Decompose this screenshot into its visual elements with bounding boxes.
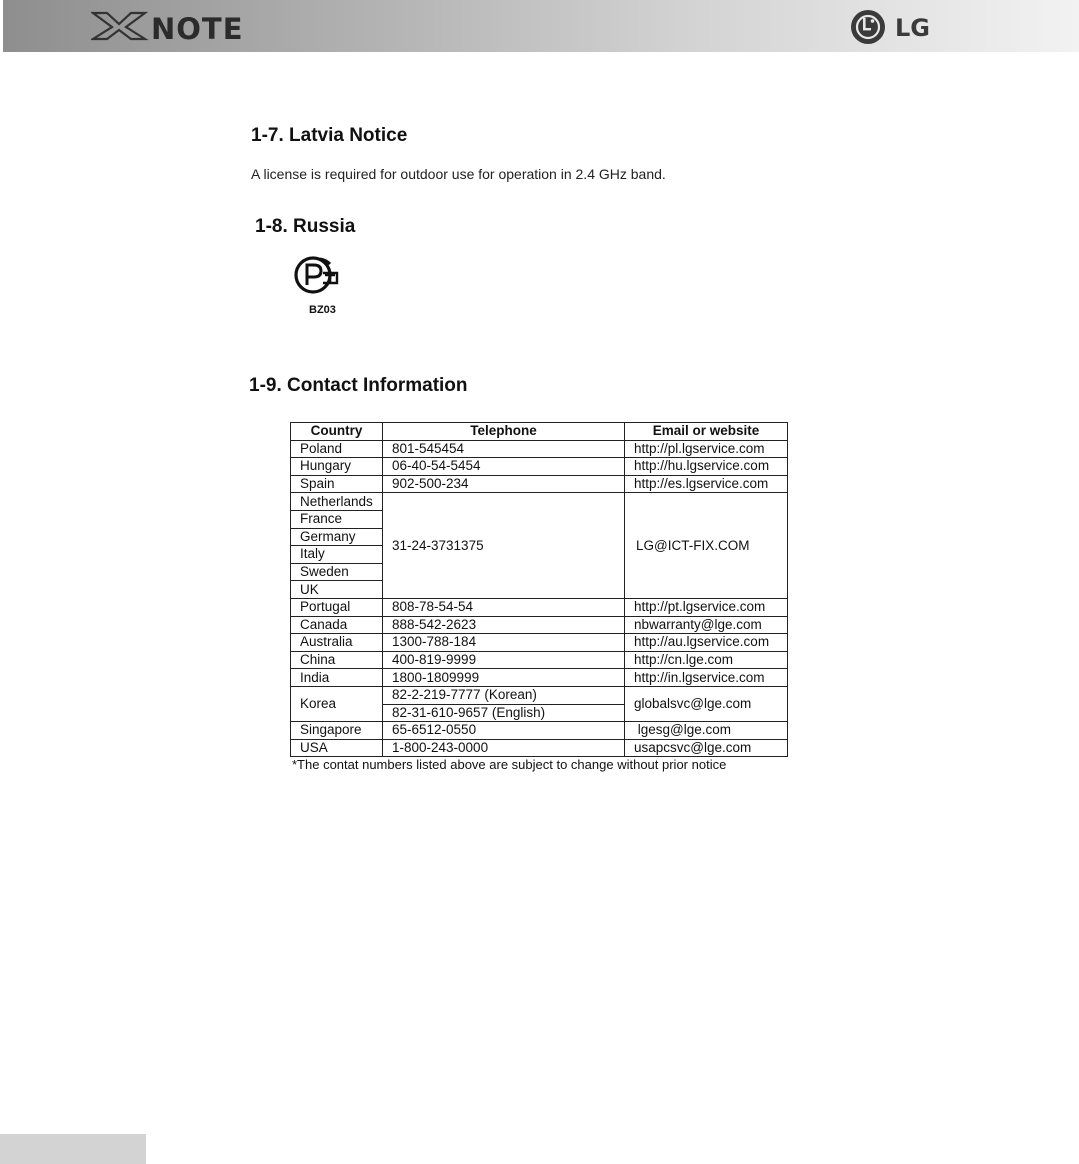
table-row (291, 634, 788, 652)
phone-cell-shared: 31-24-3731375 (383, 493, 625, 599)
header-country: Country (291, 423, 383, 441)
phone-cell: 808-78-54-54 (383, 598, 625, 616)
xnote-logo (91, 10, 287, 42)
table-row (291, 669, 788, 687)
phone-cell: 82-31-610-9657 (English) (383, 704, 625, 722)
page-header (3, 0, 1079, 52)
table-row (291, 458, 788, 476)
website-cell: usapcsvc@lge.com (625, 739, 788, 757)
pct-mark-code: BZ03 (309, 304, 336, 316)
heading-russia: 1-8. Russia (255, 216, 356, 237)
latvia-notice-text: A license is required for outdoor use for operation in 2.4 GHz band. (251, 166, 666, 182)
country-cell: Spain (291, 475, 383, 493)
country-cell: China (291, 651, 383, 669)
website-cell: globalsvc@lge.com (625, 686, 788, 721)
table-row (291, 722, 788, 740)
country-cell: Italy (291, 546, 383, 564)
table-row (291, 440, 788, 458)
country-cell: Sweden (291, 563, 383, 581)
table-header-row (291, 423, 788, 441)
country-cell: Hungary (291, 458, 383, 476)
table-row (291, 493, 788, 511)
country-cell: Australia (291, 634, 383, 652)
table-footnote: *The contat numbers listed above are subject to change without prior notice (292, 757, 727, 772)
phone-cell: 902-500-234 (383, 475, 625, 493)
phone-cell: 06-40-54-5454 (383, 458, 625, 476)
phone-cell: 1300-788-184 (383, 634, 625, 652)
website-cell: nbwarranty@lge.com (625, 616, 788, 634)
lg-logo (849, 8, 939, 46)
country-cell: Korea (291, 686, 383, 721)
footer-page-tab (0, 1134, 146, 1164)
pct-certification-mark (293, 255, 357, 316)
contact-table (290, 422, 788, 757)
header-email-website: Email or website (625, 423, 788, 441)
phone-cell: 1-800-243-0000 (383, 739, 625, 757)
svg-text:NOTE: NOTE (151, 12, 244, 42)
heading-latvia-notice: 1-7. Latvia Notice (251, 125, 408, 146)
country-cell: Singapore (291, 722, 383, 740)
table-row (291, 739, 788, 757)
heading-contact-information: 1-9. Contact Information (249, 375, 468, 396)
table-row (291, 598, 788, 616)
website-cell: lgesg@lge.com (625, 722, 788, 740)
phone-cell: 888-542-2623 (383, 616, 625, 634)
phone-cell: 400-819-9999 (383, 651, 625, 669)
website-cell-shared: LG@ICT-FIX.COM (625, 493, 788, 599)
phone-cell: 82-2-219-7777 (Korean) (383, 686, 625, 704)
table-row (291, 686, 788, 704)
website-cell: http://au.lgservice.com (625, 634, 788, 652)
website-cell: http://es.lgservice.com (625, 475, 788, 493)
table-row (291, 475, 788, 493)
country-cell: Canada (291, 616, 383, 634)
header-telephone: Telephone (383, 423, 625, 441)
pct-mark-icon (293, 255, 357, 295)
website-cell: http://pl.lgservice.com (625, 440, 788, 458)
country-cell: Netherlands (291, 493, 383, 511)
country-cell: India (291, 669, 383, 687)
country-cell: France (291, 510, 383, 528)
phone-cell: 1800-1809999 (383, 669, 625, 687)
website-cell: http://hu.lgservice.com (625, 458, 788, 476)
country-cell: UK (291, 581, 383, 599)
phone-cell: 801-545454 (383, 440, 625, 458)
website-cell: http://pt.lgservice.com (625, 598, 788, 616)
table-row (291, 651, 788, 669)
svg-text:LG: LG (895, 14, 930, 42)
website-cell: http://cn.lge.com (625, 651, 788, 669)
country-cell: Portugal (291, 598, 383, 616)
phone-cell: 65-6512-0550 (383, 722, 625, 740)
table-row (291, 616, 788, 634)
country-cell: Germany (291, 528, 383, 546)
country-cell: Poland (291, 440, 383, 458)
website-cell: http://in.lgservice.com (625, 669, 788, 687)
country-cell: USA (291, 739, 383, 757)
